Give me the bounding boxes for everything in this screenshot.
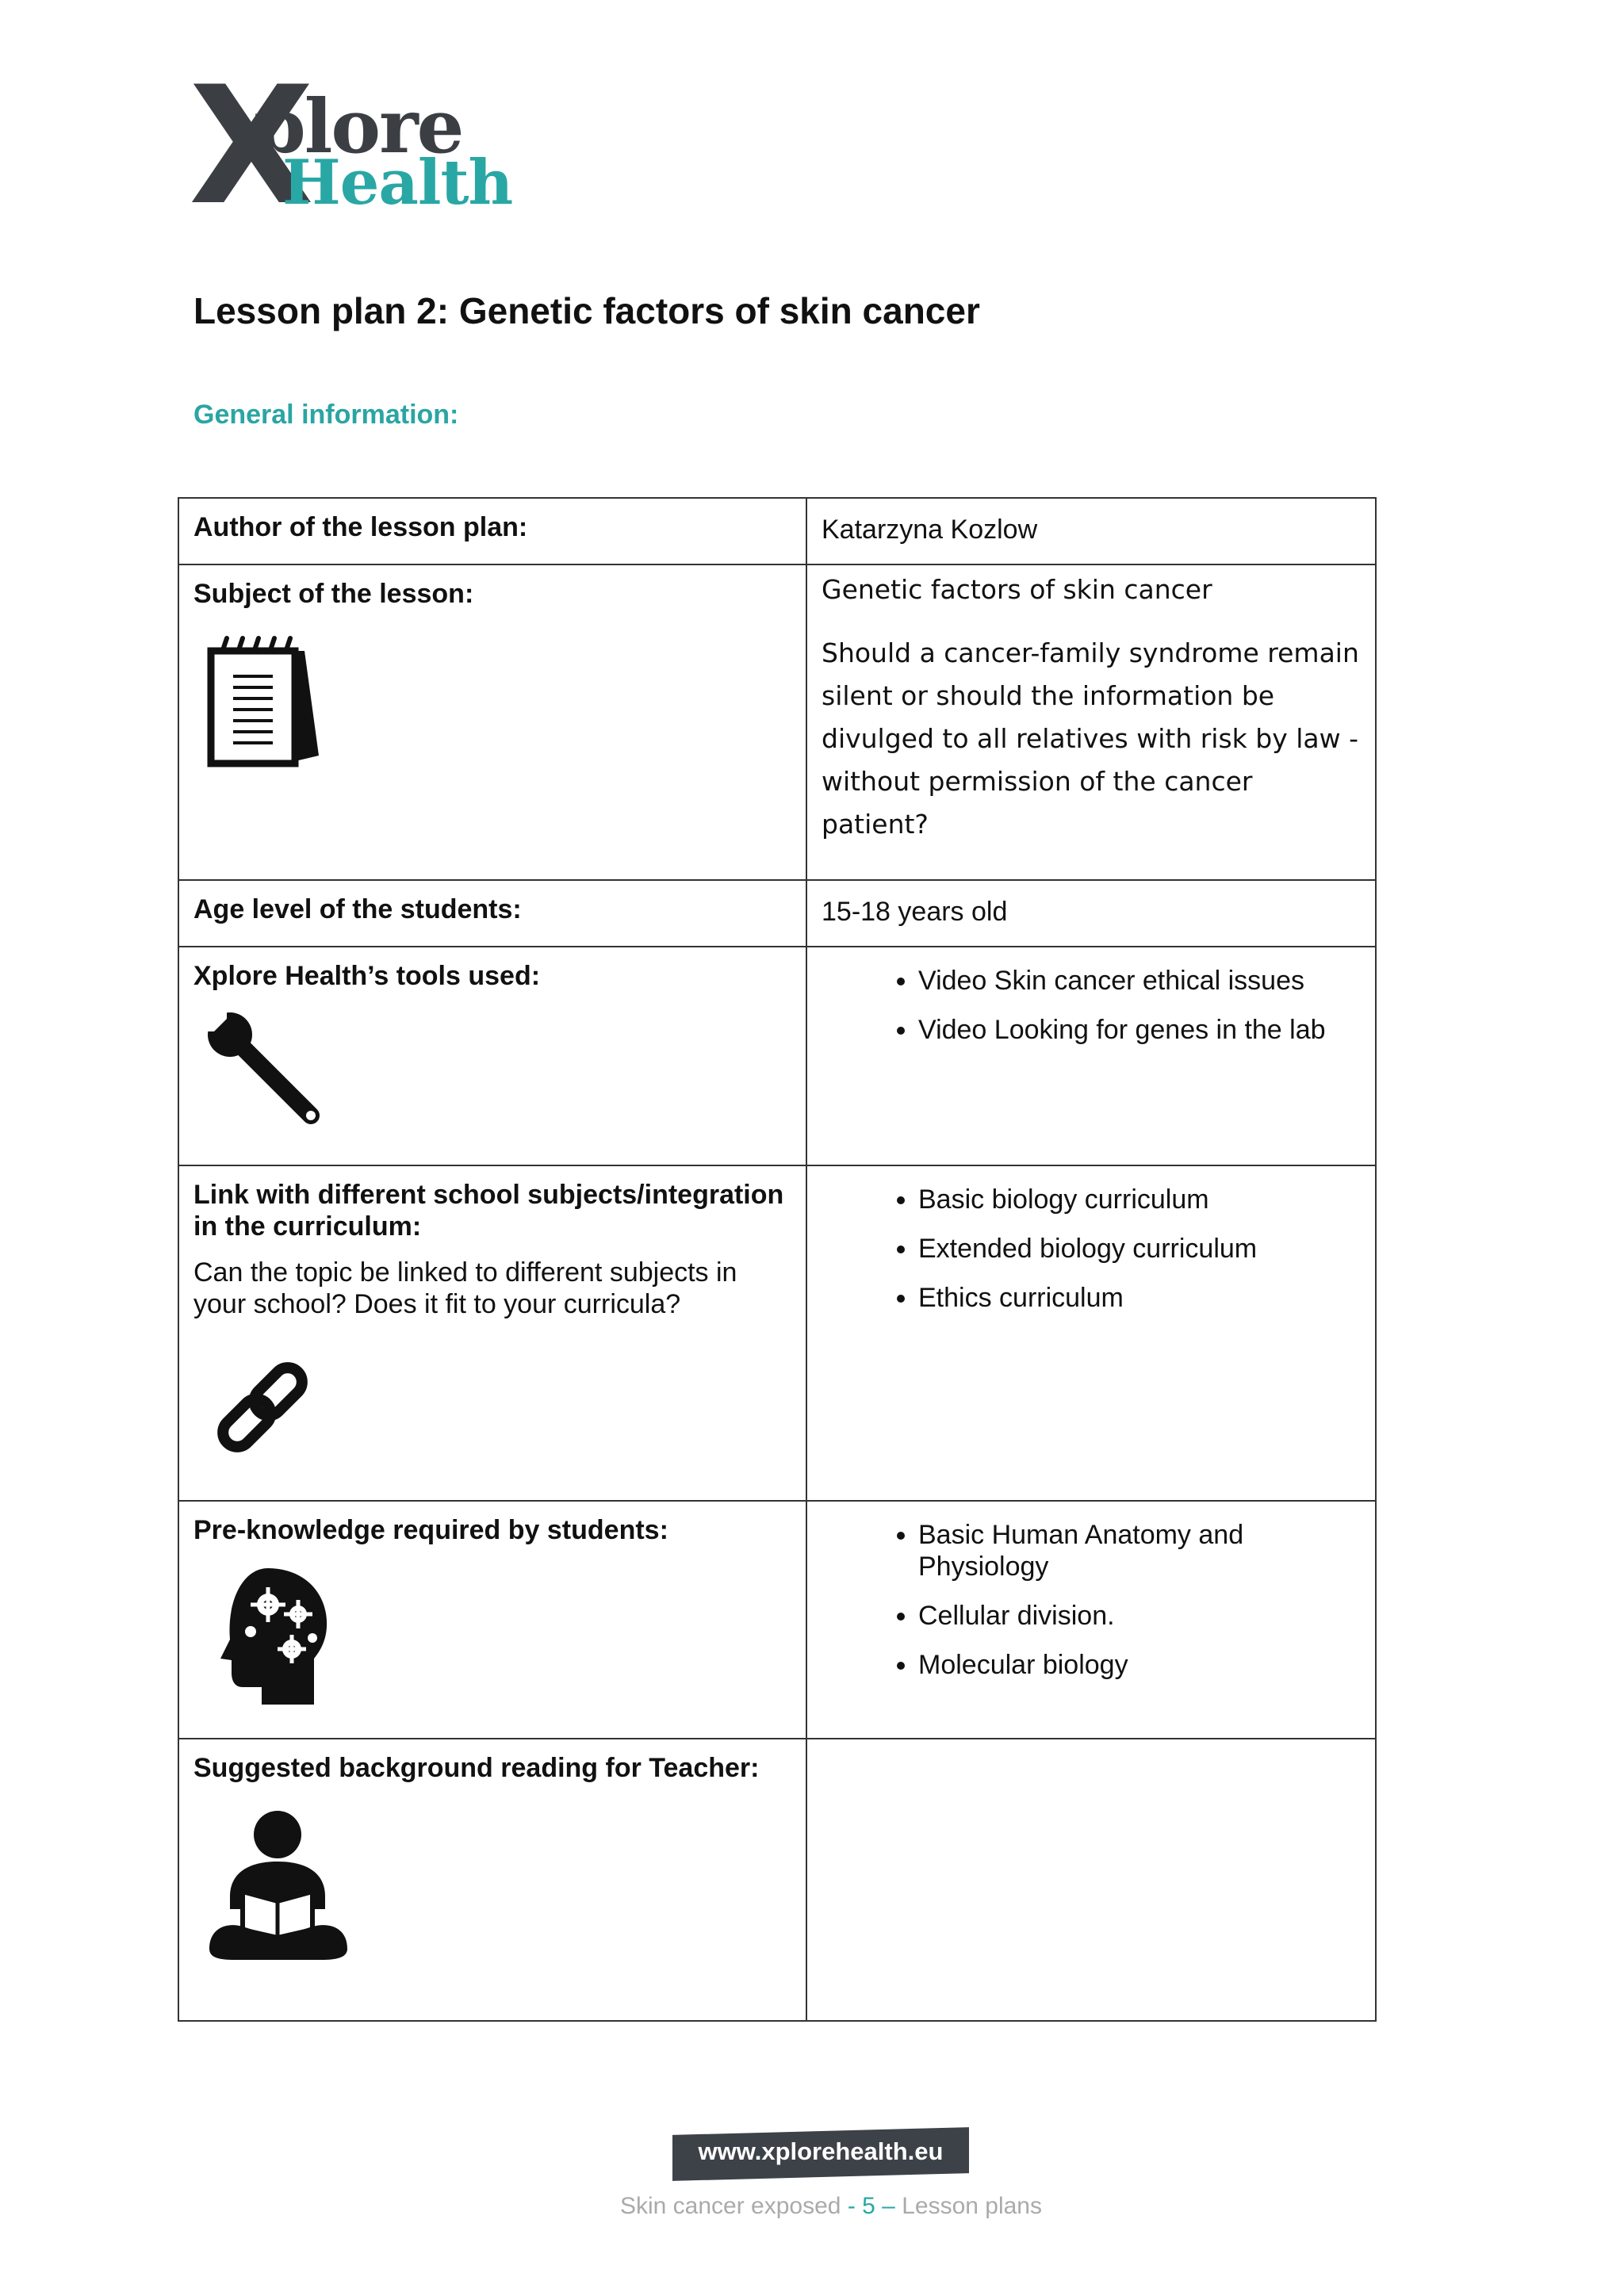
subject-label: Subject of the lesson: [193, 579, 474, 609]
list-item: • Video Looking for genes in the lab [918, 1014, 1361, 1046]
footer-separator: – [875, 2193, 902, 2219]
reading-value-cell [806, 1739, 1376, 2021]
author-label: Author of the lesson plan: [193, 512, 528, 542]
chain-link-icon [203, 1352, 322, 1463]
reader-icon [203, 1803, 354, 1961]
table-row-tools [178, 947, 1376, 1165]
footer-doc-title: Skin cancer exposed [619, 2193, 841, 2219]
author-label-cell [178, 498, 806, 564]
reading-label: Suggested background reading for Teacher: [193, 1753, 760, 1783]
footer-page-number: 5 [862, 2193, 875, 2219]
tools-list [822, 965, 1361, 1046]
link-value-cell [806, 1165, 1376, 1501]
age-value-cell [806, 880, 1376, 947]
page-title: Lesson plan 2: Genetic factors of skin cancer [193, 290, 980, 331]
logo-plore-text: plore [254, 83, 463, 170]
xplore-health-logo [189, 52, 513, 241]
tools-value-cell [806, 947, 1376, 1165]
list-item: • Molecular biology [918, 1649, 1361, 1681]
age-label-cell [178, 880, 806, 947]
notepad-icon [203, 629, 322, 771]
head-gears-icon [203, 1562, 330, 1712]
author-value: Katarzyna Kozlow [822, 515, 1038, 545]
list-item: • Ethics curriculum [918, 1282, 1361, 1314]
list-item: • Extended biology curriculum [918, 1233, 1361, 1265]
list-item: • Basic Human Anatomy and Physiology [918, 1519, 1361, 1582]
tools-label: Xplore Health’s tools used: [193, 961, 541, 991]
logo-x-letter: X [189, 52, 315, 241]
preknowledge-list [822, 1519, 1361, 1681]
link-label: Link with different school subjects/integration in the curriculum: [193, 1180, 784, 1242]
list-item: • Basic biology curriculum [918, 1184, 1361, 1215]
list-item: • Video Skin cancer ethical issues [918, 965, 1361, 997]
footer-separator: - [841, 2193, 863, 2219]
table-row-author [178, 498, 1376, 564]
table-row-link [178, 1165, 1376, 1501]
table-row-subject [178, 564, 1376, 880]
subject-value-cell [806, 564, 1376, 880]
subject-value [822, 568, 1361, 846]
table-row-age [178, 880, 1376, 947]
general-info-table [178, 497, 1377, 2022]
wrench-icon [203, 1008, 330, 1135]
preknowledge-label-cell [178, 1501, 806, 1739]
link-label-cell [178, 1165, 806, 1501]
table-row-preknowledge [178, 1501, 1376, 1739]
subject-question: Should a cancer-family syndrome remain silent or should the information be divulged to all relatives with risk by law - without permission of the cancer patient? [822, 637, 1359, 840]
subject-title: Genetic factors of skin cancer [822, 574, 1212, 605]
footer-caption [0, 2193, 1624, 2220]
curriculum-list [822, 1184, 1361, 1314]
preknowledge-label: Pre-knowledge required by students: [193, 1515, 668, 1545]
table-row-reading [178, 1739, 1376, 2021]
tools-label-cell [178, 947, 806, 1165]
reading-label-cell [178, 1739, 806, 2021]
preknowledge-value-cell [806, 1501, 1376, 1739]
author-value-cell [806, 498, 1376, 564]
list-item: • Cellular division. [918, 1600, 1361, 1632]
age-value: 15-18 years old [822, 897, 1008, 927]
footer-url-link[interactable]: www.xplorehealth.eu [698, 2137, 944, 2165]
age-label: Age level of the students: [193, 894, 522, 924]
link-description: Can the topic be linked to different subjects in your school? Does it fit to your curricula? [193, 1257, 737, 1319]
subject-label-cell [178, 564, 806, 880]
logo-health-text: Health [282, 147, 513, 219]
footer-section: Lesson plans [902, 2193, 1042, 2219]
section-title: General information: [193, 400, 459, 430]
